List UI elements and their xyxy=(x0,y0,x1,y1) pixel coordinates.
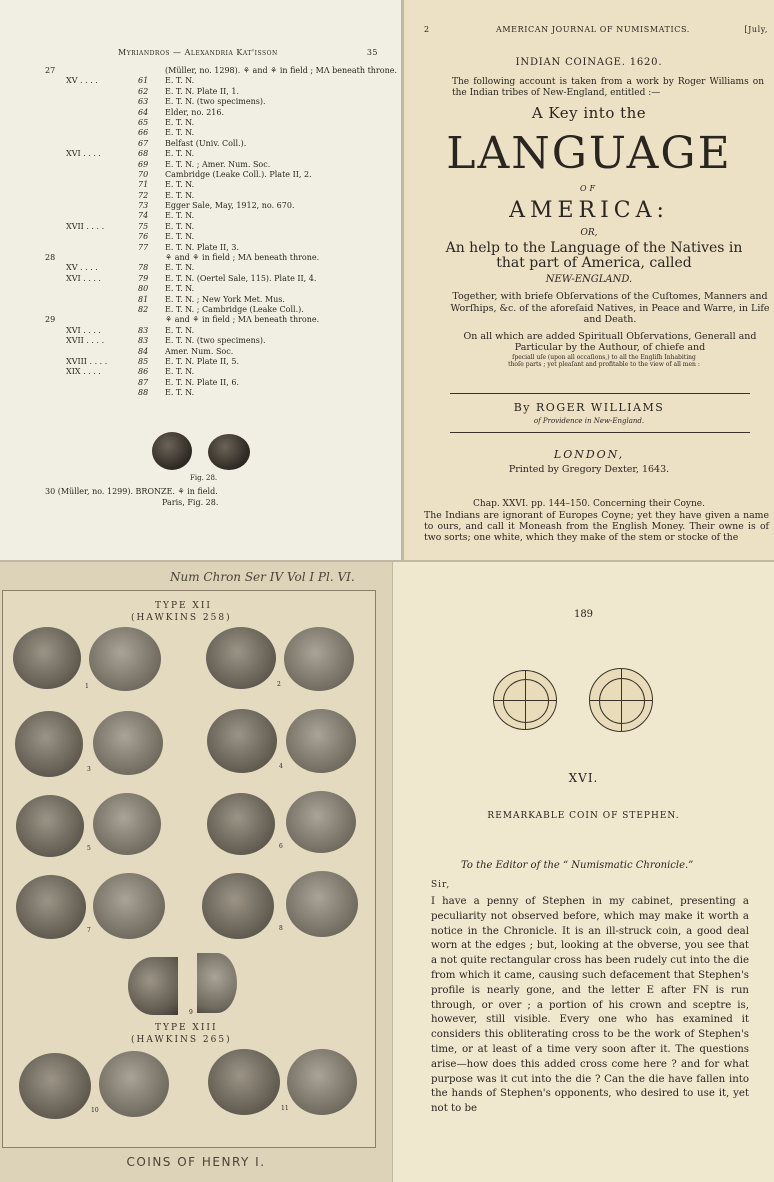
coin-image xyxy=(286,791,356,853)
specimen-description: E. T. N. (two specimens). xyxy=(165,97,266,107)
journal-month: [July, xyxy=(744,25,768,34)
specimen-number: 68 xyxy=(138,149,149,159)
coin-number: 5 xyxy=(87,845,91,852)
catalogue-row xyxy=(0,222,401,232)
specimen-number: 67 xyxy=(138,138,149,148)
catalogue-row xyxy=(0,66,401,76)
specimen-number: 84 xyxy=(138,346,149,356)
coin-image xyxy=(16,875,86,939)
coin-image xyxy=(206,627,276,689)
specimen-number: 87 xyxy=(138,377,149,387)
coin-image xyxy=(286,871,358,937)
specimen-description: E. T. N. Plate II, 1. xyxy=(165,86,239,96)
title-providence: of Providence in New-England. xyxy=(533,417,645,425)
coin-image xyxy=(19,1053,91,1119)
type-xiii-hawkins: (HAWKINS 265) xyxy=(131,1035,232,1045)
specimen-description: E. T. N. ; Amer. Num. Soc. xyxy=(165,159,271,169)
catalogue-row xyxy=(0,97,401,107)
rule-top xyxy=(450,393,750,394)
catalogue-table xyxy=(0,66,401,399)
catalogue-row xyxy=(0,315,401,325)
coin-number: 10 xyxy=(91,1107,99,1114)
coin-image xyxy=(93,711,163,775)
coin-image xyxy=(93,793,161,855)
title-small-print: ſpeciall uſe (upon all occaſions,) to all the Engliſh Inhabiting thoſe parts ; yet pleaſant and profitable to the view of all men : xyxy=(508,354,700,368)
running-head xyxy=(118,48,378,57)
specimen-number: 80 xyxy=(138,284,149,294)
specimen-number: 76 xyxy=(138,232,149,242)
specimen-description: E. T. N. xyxy=(165,325,195,335)
page-number: 35 xyxy=(366,48,378,57)
letter-body: I have a penny of Stephen in my cabinet, presenting a peculiarity not observed before, which may make it worth a notice in the Chronicle. It is an ill-struck coin, a good deal worn at the edges ; but, looking at the obverse, you see that a not quite rectangular cross has been rudely cut into the die from which it came, causing such defacement that Stephen's profile is nearly gone, and the letter E after FN is run through, or over ; a portion of his crown and sceptre is, however, still visible. Every one who has examined it considers this obliterating cross to be the work of Stephen's time, or at least of a time very soon after it. The questions arise—how does this added cross come here ? and for what purpose was it cut into the die ? Can the die have fallen into the hands of Stephen's opponents, who desired to use it, yet not to be xyxy=(431,896,749,1115)
title-or: OR, xyxy=(580,228,598,238)
coin-reverse-image xyxy=(208,434,250,470)
catalogue-page xyxy=(0,0,401,560)
running-head-text: Myriandros — Alexandria Kat'isson xyxy=(118,48,278,57)
title-of: OF xyxy=(579,184,599,193)
coin-half-image xyxy=(197,953,237,1013)
catalogue-row xyxy=(0,191,401,201)
fig-28-coins xyxy=(152,432,256,472)
coin-image xyxy=(287,1049,357,1115)
die-type: XVI . . . . xyxy=(66,325,101,335)
chapter-heading: Chap. XXVI. pp. 144–150. Concerning their Coyne. xyxy=(473,499,705,509)
title-author: By ROGER WILLIAMS xyxy=(513,401,665,414)
title-key-line: A Key into the xyxy=(531,104,647,122)
plate-caption: COINS OF HENRY I. xyxy=(126,1155,266,1169)
coin-plate-page xyxy=(0,562,392,1182)
specimen-number: 69 xyxy=(138,159,149,169)
article-title: REMARKABLE COIN OF STEPHEN. xyxy=(487,811,680,821)
title-new-england: NEW-ENGLAND. xyxy=(545,274,633,285)
intro-paragraph: The following account is taken from a work by Roger Williams on the Indian tribes of New-England, entitled :— xyxy=(452,77,764,98)
coin-number: 1 xyxy=(85,683,89,690)
specimen-description: E. T. N. Plate II, 5. xyxy=(165,356,239,366)
specimen-description: Amer. Num. Soc. xyxy=(165,346,234,356)
coin-cross-horizontal xyxy=(494,700,556,701)
specimen-description: (Müller, no. 1298). ⚘ and ⚘ in field ; ΜΛ beneath throne. xyxy=(165,66,397,75)
die-type: XV . . . . xyxy=(66,76,98,86)
title-help-line: An help to the Language of the Natives in that part of America, called xyxy=(445,240,743,271)
rule-bottom xyxy=(450,432,750,433)
catalogue-row xyxy=(0,357,401,367)
specimen-number: 77 xyxy=(138,242,149,252)
die-type: XIX . . . . xyxy=(66,367,101,377)
catalogue-row xyxy=(0,243,401,253)
coin-image xyxy=(202,873,274,939)
entry-ref: 29 xyxy=(45,315,56,325)
catalogue-row xyxy=(0,388,401,398)
coin-image xyxy=(99,1051,169,1117)
specimen-description: E. T. N. xyxy=(165,76,195,86)
coin-obverse-drawing xyxy=(493,670,557,730)
specimen-description: ⚘ and ⚘ in field ; ΜΛ beneath throne. xyxy=(165,253,320,263)
letter-address: To the Editor of the “ Numismatic Chronicle.” xyxy=(461,860,694,871)
specimen-number: 66 xyxy=(138,128,149,138)
catalogue-row xyxy=(0,170,401,180)
specimen-description: E. T. N. xyxy=(165,211,195,221)
catalogue-row xyxy=(0,76,401,86)
catalogue-row xyxy=(0,160,401,170)
specimen-number: 88 xyxy=(138,388,149,398)
page-number: 189 xyxy=(573,609,594,620)
specimen-description: E. T. N. xyxy=(165,263,195,273)
catalogue-row xyxy=(0,128,401,138)
die-type: XVIII . . . . xyxy=(66,356,108,366)
coin-image xyxy=(284,627,354,691)
catalogue-row xyxy=(0,139,401,149)
coin-image xyxy=(13,627,81,689)
die-type: XV . . . . xyxy=(66,263,98,273)
specimen-description: E. T. N. xyxy=(165,149,195,159)
entry-ref: 27 xyxy=(45,66,56,75)
specimen-description: E. T. N. ; New York Met. Mus. xyxy=(165,294,285,304)
coin-cross-horizontal xyxy=(590,700,652,701)
catalogue-row xyxy=(0,274,401,284)
coin-image xyxy=(286,709,356,773)
imprint-city: LONDON, xyxy=(553,448,625,461)
chapter-body: The Indians are ignorant of Europes Coyne; yet they have given a name to ours, and call it Moneash from the English Money. Their owne is of two sorts; one white, which they make of the stem or stocke of the xyxy=(424,510,769,543)
catalogue-row xyxy=(0,284,401,294)
specimen-description: E. T. N. xyxy=(165,128,195,138)
specimen-number: 63 xyxy=(138,97,149,107)
specimen-number: 83 xyxy=(138,325,149,335)
catalogue-row xyxy=(0,326,401,336)
coin-image xyxy=(93,873,165,939)
catalogue-row xyxy=(0,263,401,273)
specimen-number: 64 xyxy=(138,107,149,117)
specimen-description: Belfast (Univ. Coll.). xyxy=(165,138,247,148)
letter-salutation: Sir, xyxy=(431,880,451,890)
chronicle-page xyxy=(393,562,774,1182)
coin-number: 8 xyxy=(279,925,283,932)
catalogue-row xyxy=(0,211,401,221)
specimen-description: E. T. N. xyxy=(165,367,195,377)
coin-image xyxy=(207,709,277,773)
title-all-which: On all which are added Spirituall Obſervations, Generall and Particular by the Authour, of chiefe and xyxy=(463,331,757,353)
specimen-description: Elder, no. 216. xyxy=(165,107,225,117)
coin-obverse-image xyxy=(152,432,192,470)
section-number: XVI. xyxy=(568,771,599,785)
coin-reverse-drawing xyxy=(589,668,653,732)
catalogue-row xyxy=(0,201,401,211)
catalogue-row xyxy=(0,347,401,357)
specimen-description: E. T. N. xyxy=(165,221,195,231)
catalogue-row xyxy=(0,108,401,118)
coin-number: 9 xyxy=(189,1009,193,1016)
coin-number: 7 xyxy=(87,927,91,934)
specimen-number: 78 xyxy=(138,263,149,273)
specimen-description: E. T. N. Plate II, 6. xyxy=(165,377,239,387)
die-type: XVI . . . . xyxy=(66,149,101,159)
specimen-description: E. T. N. xyxy=(165,232,195,242)
coin-image xyxy=(208,1049,280,1115)
entry-30-location: Paris, Fig. 28. xyxy=(162,498,219,507)
catalogue-row xyxy=(0,232,401,242)
catalogue-row xyxy=(0,87,401,97)
page-number: 2 xyxy=(424,25,430,34)
die-type: XVI . . . . xyxy=(66,273,101,283)
article-heading: INDIAN COINAGE. 1620. xyxy=(515,57,663,68)
coin-number: 11 xyxy=(281,1105,289,1112)
specimen-description: Egger Sale, May, 1912, no. 670. xyxy=(165,201,295,211)
catalogue-row xyxy=(0,253,401,263)
specimen-description: Cambridge (Leake Coll.). Plate II, 2. xyxy=(165,169,312,179)
title-language: LANGUAGE xyxy=(446,128,732,179)
specimen-number: 83 xyxy=(138,336,149,346)
coin-number: 6 xyxy=(279,843,283,850)
specimen-description: E. T. N. xyxy=(165,180,195,190)
specimen-number: 65 xyxy=(138,117,149,127)
coin-number: 2 xyxy=(277,681,281,688)
specimen-number: 75 xyxy=(138,221,149,231)
journal-page xyxy=(404,0,774,560)
specimen-description: E. T. N. xyxy=(165,117,195,127)
specimen-description: E. T. N. (Oertel Sale, 115). Plate II, 4. xyxy=(165,273,317,283)
coin-plate xyxy=(2,590,376,1148)
die-type: XVII . . . . xyxy=(66,336,105,346)
specimen-description: E. T. N. ; Cambridge (Leake Coll.). xyxy=(165,304,304,314)
specimen-number: 85 xyxy=(138,356,149,366)
imprint-printer: Printed by Gregory Dexter, 1643. xyxy=(508,464,670,475)
specimen-number: 72 xyxy=(138,190,149,200)
type-xii-label: TYPE XII xyxy=(155,601,212,611)
specimen-description: E. T. N. Plate II, 3. xyxy=(165,242,239,252)
catalogue-row xyxy=(0,367,401,377)
catalogue-row xyxy=(0,305,401,315)
type-xiii-label: TYPE XIII xyxy=(155,1023,218,1033)
catalogue-row xyxy=(0,336,401,346)
coin-image xyxy=(15,711,83,777)
specimen-number: 79 xyxy=(138,273,149,283)
specimen-number: 71 xyxy=(138,180,149,190)
specimen-description: E. T. N. xyxy=(165,388,195,398)
plate-reference: Num Chron Ser IV Vol I Pl. VI. xyxy=(170,570,355,584)
specimen-description: ⚘ and ⚘ in field ; ΜΛ beneath throne. xyxy=(165,315,320,325)
figure-label: Fig. 28. xyxy=(190,474,218,482)
specimen-number: 81 xyxy=(138,294,149,304)
entry-ref: 28 xyxy=(45,253,56,263)
specimen-number: 70 xyxy=(138,169,149,179)
title-together: Together, with briefe Obſervations of the Cuſtomes, Manners and Worſhips, &c. of the aforeſaid Natives, in Peace and Warre, in Life and Death. xyxy=(450,291,770,325)
specimen-number: 62 xyxy=(138,86,149,96)
specimen-number: 74 xyxy=(138,211,149,221)
specimen-number: 73 xyxy=(138,201,149,211)
entry-30: 30 (Müller, no. 1299). BRONZE. ⚘ in field. xyxy=(45,487,218,496)
coin-number: 3 xyxy=(87,766,91,773)
type-xii-hawkins: (HAWKINS 258) xyxy=(131,613,232,623)
specimen-description: E. T. N. xyxy=(165,190,195,200)
specimen-number: 61 xyxy=(138,76,149,86)
specimen-number: 86 xyxy=(138,367,149,377)
coin-half-image xyxy=(128,957,178,1015)
coin-number: 4 xyxy=(279,763,283,770)
journal-title: AMERICAN JOURNAL OF NUMISMATICS. xyxy=(496,25,690,34)
specimen-description: E. T. N. (two specimens). xyxy=(165,336,266,346)
catalogue-row xyxy=(0,149,401,159)
title-america: AMERICA: xyxy=(509,198,669,223)
coin-image xyxy=(16,795,84,857)
specimen-description: E. T. N. xyxy=(165,284,195,294)
die-type: XVII . . . . xyxy=(66,221,105,231)
catalogue-row xyxy=(0,180,401,190)
coin-image xyxy=(89,627,161,691)
catalogue-row xyxy=(0,118,401,128)
coin-image xyxy=(207,793,275,855)
catalogue-row xyxy=(0,295,401,305)
catalogue-row xyxy=(0,378,401,388)
specimen-number: 82 xyxy=(138,304,149,314)
